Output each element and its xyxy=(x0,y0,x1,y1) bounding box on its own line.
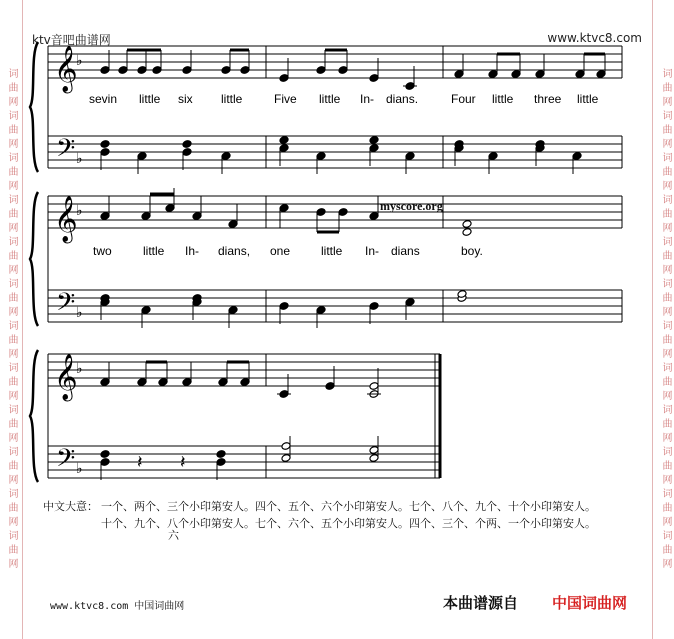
footer-source-label: 本曲谱源自 xyxy=(443,594,519,612)
lyric-word: little xyxy=(577,92,599,106)
quarter-rest: 𝄽 xyxy=(180,452,186,473)
lyric-word: little xyxy=(139,92,161,106)
lyric-word: sevin xyxy=(89,92,118,106)
chinese-correction: 六 xyxy=(168,529,179,542)
chinese-meaning-label: 中文大意： xyxy=(43,500,98,513)
lyric-word: Four xyxy=(451,92,476,106)
treble-clef: 𝄞 xyxy=(54,196,78,242)
key-signature-flat: ♭ xyxy=(76,53,83,69)
notehead xyxy=(462,220,472,229)
lyric-word: In- xyxy=(360,92,375,106)
key-signature-flat: ♭ xyxy=(76,305,83,321)
footer-brand: 中国词曲网 xyxy=(552,594,628,612)
lyric-word: six xyxy=(178,92,193,106)
lyric-word: one xyxy=(270,244,291,258)
lyric-word: little xyxy=(221,92,243,106)
notehead xyxy=(100,140,110,149)
lyric-word: dians, xyxy=(218,244,251,258)
key-signature-flat: ♭ xyxy=(76,151,83,167)
treble-clef: 𝄞 xyxy=(54,46,78,92)
notehead xyxy=(279,136,289,145)
lyric-word: dians. xyxy=(386,92,419,106)
key-signature-flat: ♭ xyxy=(76,461,83,477)
bass-clef: 𝄢 xyxy=(56,134,76,169)
brace xyxy=(30,192,38,326)
lyric-word: little xyxy=(143,244,165,258)
notehead xyxy=(182,140,192,149)
footer-site: www.ktvc8.com 中国词曲网 xyxy=(50,601,185,612)
quarter-rest: 𝄽 xyxy=(137,452,143,473)
lyric-word: In- xyxy=(365,244,380,258)
notehead xyxy=(462,228,472,237)
bass-clef: 𝄢 xyxy=(56,288,76,323)
lyric-word: dians xyxy=(391,244,420,258)
lyric-word: little xyxy=(319,92,341,106)
site-title: ktv音吧曲谱网 xyxy=(32,33,111,47)
site-url: www.ktvc8.com xyxy=(547,31,642,45)
lyric-word: two xyxy=(93,244,112,258)
notehead xyxy=(100,450,110,459)
key-signature-flat: ♭ xyxy=(76,361,83,377)
key-signature-flat: ♭ xyxy=(76,203,83,219)
bass-clef: 𝄢 xyxy=(56,444,76,479)
lyric-word: little xyxy=(321,244,343,258)
lyric-word: little xyxy=(492,92,514,106)
score-watermark: myscore.org xyxy=(380,199,443,213)
side-watermark-left: 词曲网词曲网词曲网词曲网词曲网词曲网词曲网词曲网词曲网词曲网词曲网词曲网 xyxy=(6,67,17,572)
side-watermark-right: 词曲网词曲网词曲网词曲网词曲网词曲网词曲网词曲网词曲网词曲网词曲网词曲网 xyxy=(660,67,671,572)
brace xyxy=(30,350,38,482)
notehead xyxy=(216,450,226,459)
chinese-meaning-line1: 一个、两个、三个小印第安人。四个、五个、六个小印第安人。七个、八个、九个、十个小印第安人。 xyxy=(101,500,596,513)
lyric-word: Ih- xyxy=(185,244,200,258)
chinese-meaning-line2: 十个、九个、八个小印第安人。七个、六个、五个小印第安人。四个、三个、个两、一个小印第安人。 xyxy=(101,517,596,530)
treble-clef: 𝄞 xyxy=(54,354,78,400)
notehead xyxy=(369,136,379,145)
brace xyxy=(30,42,38,172)
lyric-word: three xyxy=(534,92,562,106)
lyric-word: Five xyxy=(274,92,297,106)
lyric-word: boy. xyxy=(461,244,483,258)
